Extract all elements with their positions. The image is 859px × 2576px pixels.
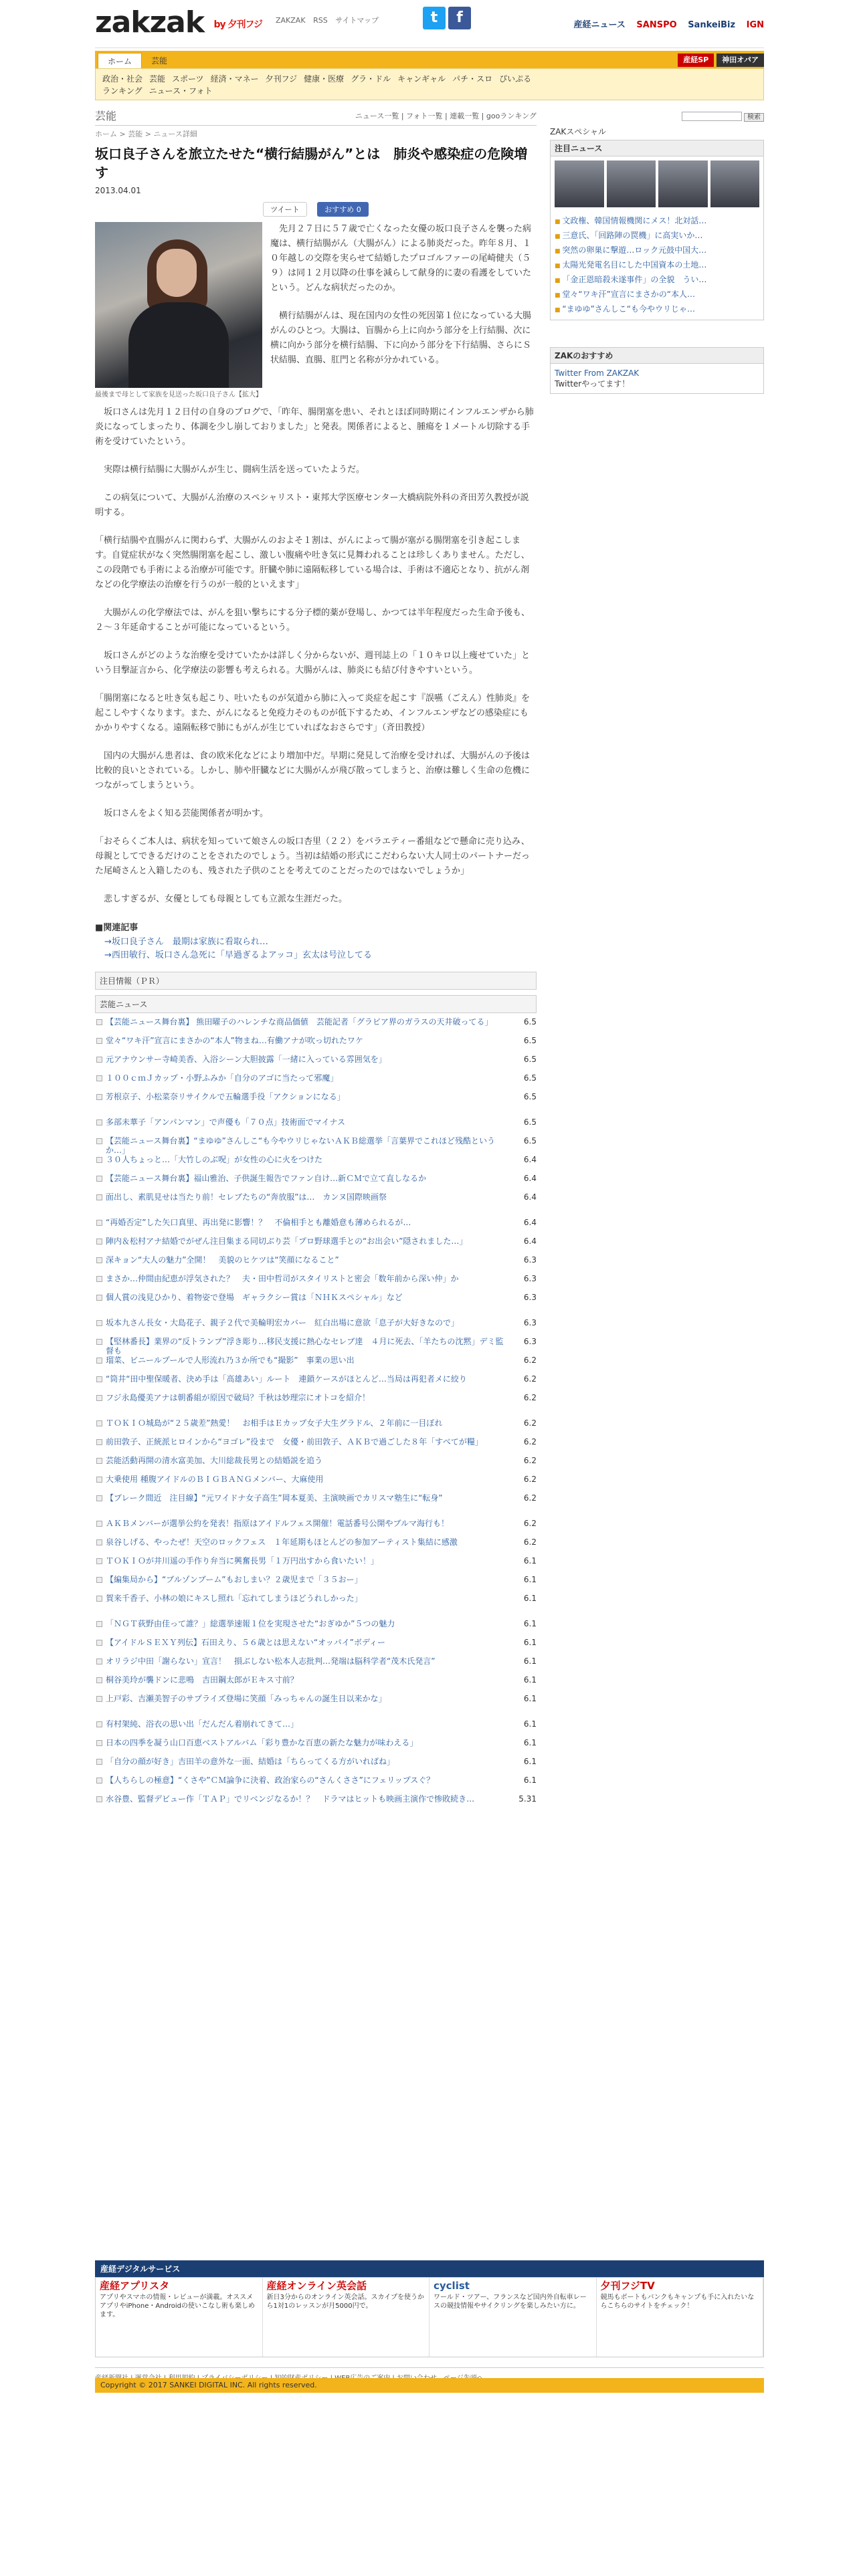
news-list-item[interactable]: [95, 1155, 537, 1174]
social-buttons: [423, 7, 474, 29]
news-list-item[interactable]: [95, 1594, 537, 1612]
news-link[interactable]: 面出し、素肌見せは当たり前！セレブたちの“奔放服”は… カンヌ国際映画祭: [106, 1192, 387, 1202]
photo-caption: 最後まで母として家族を見送った坂口良子さん【拡大】: [95, 391, 262, 399]
news-list-item[interactable]: [95, 1493, 537, 1512]
top-link-zakzak[interactable]: ZAKZAK: [276, 16, 306, 25]
digital-services: [95, 2260, 764, 2357]
news-link[interactable]: 有村架純、浴衣の思い出「だんだん着崩れてきて…」: [106, 1719, 299, 1729]
partner-sanspo[interactable]: SANSPO: [636, 20, 677, 30]
facebook-icon[interactable]: f: [448, 7, 471, 29]
news-link[interactable]: 深キョン“大人の魅力”全開！ 美貌のヒケツは“笑顔になること”: [106, 1255, 339, 1265]
copyright: Copyright © 2017 SANKEI DIGITAL INC. All rights reserved.: [95, 2378, 764, 2393]
partner-links: [566, 17, 764, 30]
nav-item[interactable]: 芸能: [149, 74, 166, 84]
services-heading: 産経デジタルサービス: [95, 2260, 764, 2277]
search-button[interactable]: 検索: [744, 113, 764, 122]
twitter-icon[interactable]: t: [423, 7, 446, 29]
news-date: 6.2: [523, 1393, 537, 1402]
news-date: 6.1: [523, 1656, 537, 1666]
news-link[interactable]: まさか…仲間由紀恵が浮気された？ 夫・田中哲司がスタイリストと密会「数年前から深い仲」か: [106, 1274, 459, 1283]
news-list-item[interactable]: [95, 1757, 537, 1776]
nav-item[interactable]: 政治・社会: [102, 74, 143, 84]
news-list-item[interactable]: [95, 1456, 537, 1475]
news-date: 6.5: [523, 1055, 537, 1064]
news-date: 6.2: [523, 1493, 537, 1503]
news-list-item[interactable]: [95, 1017, 537, 1036]
news-list-item[interactable]: [95, 1092, 537, 1111]
thumb-image[interactable]: [555, 160, 604, 207]
news-date: 6.4: [523, 1192, 537, 1202]
page: [95, 0, 764, 2576]
news-list-item[interactable]: [95, 1036, 537, 1055]
related-link[interactable]: →坂口良子さん 最期は家族に看取られ…: [104, 937, 268, 947]
news-date: 6.1: [523, 1719, 537, 1729]
news-link[interactable]: 桐谷美玲が襲ドンに悲鳴 吉田鋼太郎がＥキス寸前？: [106, 1675, 298, 1685]
news-link[interactable]: ＴＯＫＩＯが井川遥の手作り弁当に興奮長男「１万円出すから食いたい！」: [106, 1556, 379, 1566]
nav-item[interactable]: 健康・医療: [304, 74, 345, 84]
news-date: 6.2: [523, 1374, 537, 1384]
service-card[interactable]: cyclist ワールド・ツアー、フランスなど国内外自転車レースの競技情報やサイクリングを楽しみたい方に。: [430, 2278, 597, 2357]
tab-home[interactable]: ホーム: [98, 53, 142, 68]
news-date: 6.2: [523, 1437, 537, 1446]
tweet-button[interactable]: ツイート: [263, 202, 306, 217]
news-date: 6.1: [523, 1594, 537, 1603]
news-date: 6.1: [523, 1738, 537, 1747]
news-list-item[interactable]: [95, 1274, 537, 1293]
news-list-item[interactable]: [95, 1437, 537, 1456]
nav-item[interactable]: ぴいぷる: [499, 74, 532, 84]
news-list-item[interactable]: [95, 1055, 537, 1073]
featured-news-item[interactable]: ■ 三意氏、「回路陣の罠機」に高実いか…: [555, 229, 759, 243]
news-date: 6.4: [523, 1218, 537, 1227]
news-list-item[interactable]: [95, 1218, 537, 1237]
news-date: 6.2: [523, 1519, 537, 1528]
news-list-item[interactable]: [95, 1192, 537, 1211]
news-link[interactable]: 堂々“ワキ汗”宣言にまさかの“本人”物まね…有働アナが吹っ切れたワケ: [106, 1036, 363, 1045]
news-link[interactable]: 水谷豊、監督デビュー作「ＴＡＰ」でリベンジなるか！？ ドラマはヒットも映画主演作で惨敗続き…: [106, 1794, 475, 1804]
nav-item[interactable]: グラ・ドル: [351, 74, 391, 84]
news-link[interactable]: 芸能活動再開の清水富美加、大川総裁長男との結婚説を追う: [106, 1456, 323, 1465]
partner-ign[interactable]: IGN: [746, 20, 764, 30]
news-link[interactable]: 大乗使用 種腹アイドルのＢＩＧＢＡＮＧメンバー、大麻使用: [106, 1475, 324, 1484]
news-date: 6.2: [523, 1418, 537, 1428]
news-list-item[interactable]: [95, 1738, 537, 1757]
site-search: [550, 111, 764, 122]
news-link[interactable]: 元アナウンサー寺崎美香、入浴シーン大胆披露「一緒に入っている雰囲気を」: [106, 1055, 387, 1064]
article-photo[interactable]: [95, 222, 262, 400]
photo-image[interactable]: [95, 222, 262, 388]
news-date: 6.3: [523, 1337, 537, 1346]
badge-sankei-sp[interactable]: 産経SP: [678, 53, 714, 67]
paragraph: 先月２７日に５７歳で亡くなった女優の坂口良子さんを襲った病魔は、横行結腸がん（大腸がん）による肺炎だった。昨年８月、１０年越しの交際を実らせて結婚したプロゴルファーの尾崎健夫（５９）は同１２月以降の仕事を減らして献身的に妻の看護をしていたという。どんな病状だったのか。: [270, 224, 532, 293]
news-link[interactable]: ＴＯＫＩＯ城島が“２５歳差”熱愛！ お相手はＥカップ女子大生グラドル、２年前に一目ぼれ: [106, 1418, 443, 1428]
news-link[interactable]: ３０人ちょっと…「大竹しのぶ呪」が女性の心に火をつけた: [106, 1155, 323, 1164]
news-list-item[interactable]: [95, 1255, 537, 1274]
news-date: 6.5: [523, 1117, 537, 1127]
news-list-item[interactable]: [95, 1337, 537, 1356]
fb-recommend-button[interactable]: おすすめ 0: [317, 202, 369, 217]
news-link[interactable]: 個人賞の浅見ひかり、着物姿で登場 ギャラクシー賞は「ＮＨＫスペシャル」など: [106, 1293, 403, 1302]
tab-geinou[interactable]: 芸能: [151, 56, 168, 66]
top-links: [276, 15, 384, 25]
zak-special: ZAKスペシャル: [550, 127, 607, 136]
news-list-item[interactable]: [95, 1237, 537, 1255]
recommend-box: [550, 347, 764, 394]
top-link-sitemap[interactable]: サイトマップ: [335, 16, 379, 25]
news-link[interactable]: オリラジ中田「謝らない」宣言！ 損ぶしない松本人志批判…発端は脳科学者“茂木氏発言”: [106, 1656, 436, 1666]
section-title: 芸能 ニュース一覧 | フォト一覧 | 連載一覧 | gooランキング: [95, 107, 537, 126]
thumb-image[interactable]: [710, 160, 760, 207]
nav-item[interactable]: 経済・マネー: [210, 74, 259, 84]
news-date: 6.1: [523, 1675, 537, 1685]
service-card[interactable]: 産経アプリスタ アプリやスマホの情報・レビューが満載。オススメアプリやiPhone・Androidの使いこなし術も楽しめます。: [96, 2278, 263, 2357]
news-date: 6.2: [523, 1475, 537, 1484]
news-date: 6.2: [523, 1356, 537, 1365]
news-link[interactable]: 【プレーク間近 注目線】“元ワイドナ女子高生”岡本夏美、主演映画でカリスマ塾生に“転身”: [106, 1493, 443, 1503]
site-logo[interactable]: zakzak by 夕刊フジ: [95, 5, 262, 39]
news-link[interactable]: １００ｃｍＪカップ・小野ふみか「自分のアゴに当たって邪魔」: [106, 1073, 339, 1083]
sidebar: [550, 107, 764, 401]
nav-item[interactable]: パチ・スロ: [452, 74, 493, 84]
news-date: 6.3: [523, 1293, 537, 1302]
site-header: [95, 0, 764, 48]
news-date: 6.1: [523, 1619, 537, 1628]
news-link[interactable]: 泉谷しげる、やったぜ！天空のロックフェス １年延期もほとんどの参加アーティスト集結に感激: [106, 1537, 458, 1547]
paragraph: この病気について、大腸がん治療のスペシャリスト・東邦大学医療センター大橋病院外科の斉田芳久教授が説明する。: [95, 493, 529, 518]
news-link[interactable]: 坂本九さん長女・大島花子、親子２代で美輪明宏カバー 紅白出場に意欲「息子が大好きなので」: [106, 1318, 460, 1327]
featured-news-item[interactable]: ■ 「金正恩暗殺未遂事件」の全貌 うい…: [555, 273, 759, 288]
category-nav: [95, 68, 764, 100]
news-link[interactable]: フジ永島優美アナは朝番組が原因で破局？千秋は妙理宗にオトコを紹介！: [106, 1393, 371, 1402]
featured-news-item[interactable]: ■ 太陽光発電名目にした中国資本の土地…: [555, 258, 759, 273]
news-list-item[interactable]: [95, 1117, 537, 1136]
news-link[interactable]: 【芸能ニュース舞台裏】福山雅治、子供誕生報告でファン自け…新ＣＭで立て直しなるか: [106, 1174, 427, 1183]
news-list-item[interactable]: [95, 1174, 537, 1192]
paragraph: 坂口さんをよく知る芸能関係者が明かす。: [104, 809, 268, 819]
news-link[interactable]: “再婚否定”した矢口真里、再出発に影響！？ 不倫相手とも離婚意も薄められるが…: [106, 1218, 411, 1227]
news-date: 6.1: [523, 1556, 537, 1566]
news-list-item[interactable]: [95, 1794, 537, 1813]
news-link[interactable]: 日本の四季を凝う山口百恵ベストアルバム「彩り豊かな百恵の新たな魅力が味わえる」: [106, 1738, 418, 1747]
news-link[interactable]: 【編集局から】“ブルゾンブーム”もおしまい？２歳児まで「３５おー」: [106, 1575, 363, 1584]
nav-item[interactable]: スポーツ: [172, 74, 204, 84]
news-date: 6.1: [523, 1575, 537, 1584]
recommend-heading: ZAKのおすすめ: [551, 348, 763, 364]
news-list-item[interactable]: [95, 1418, 537, 1437]
badge-kanda[interactable]: 神田オパア: [717, 53, 764, 67]
news-link[interactable]: 【アイドルＳＥＸＹ列伝】石田えり、５６歳とは思えない“オッパイ”ボディー: [106, 1638, 386, 1647]
news-list-item[interactable]: [95, 1374, 537, 1393]
news-date: 6.4: [523, 1155, 537, 1164]
news-date: 6.5: [523, 1036, 537, 1045]
news-list-item[interactable]: [95, 1694, 537, 1713]
news-date: 6.4: [523, 1237, 537, 1246]
search-input[interactable]: [682, 112, 742, 121]
article-title: 坂口良子さんを旅立たせた“横行結腸がん”とは 肺炎や感染症の危険増す: [95, 146, 528, 181]
news-heading: 芸能ニュース: [95, 995, 537, 1013]
news-date: 6.5: [523, 1017, 537, 1027]
news-list-item[interactable]: [95, 1776, 537, 1794]
related-heading: ■関連記事: [95, 923, 138, 933]
news-link[interactable]: 賀来千香子、小林の娘にキスし照れ「忘れてしまうほどうれしかった」: [106, 1594, 363, 1603]
thumb-image[interactable]: [607, 160, 656, 207]
news-date: 6.2: [523, 1537, 537, 1547]
news-date: 6.5: [523, 1092, 537, 1101]
news-link[interactable]: 「自分の顔が好き」吉田羊の意外な一面、結婚は「ちらってくる方がいればね」: [106, 1757, 395, 1766]
news-list: [95, 1017, 537, 1813]
news-link[interactable]: 芳根京子、小松菜奈リサイクルで五輪選手役「アクションになる」: [106, 1092, 345, 1101]
news-link[interactable]: 上戸彩、吉瀬美智子のサプライズ登場に笑顔「みっちゃんの誕生日以来かな」: [106, 1694, 387, 1703]
news-link[interactable]: 前田敦子、正統派ヒロインから“ヨゴレ”役まで 女優・前田敦子、ＡＫＢで過ごした８年「すべてが糧」: [106, 1437, 483, 1446]
logo-byline: by 夕刊フジ: [213, 19, 262, 30]
featured-news-item[interactable]: ■ “まゆゆ”さんしこ“も今やウリじゃ…: [555, 302, 759, 317]
article-body: [95, 222, 537, 907]
news-list-item[interactable]: [95, 1556, 537, 1575]
news-list-item[interactable]: [95, 1393, 537, 1412]
news-link[interactable]: 「ＮＧＴ荻野由佳って誰？」総選挙速報１位を実現させた“おぎゆか”５つの魅力: [106, 1619, 395, 1628]
news-date: 6.3: [523, 1255, 537, 1265]
section-links[interactable]: ニュース一覧 | フォト一覧 | 連載一覧 | gooランキング: [355, 112, 537, 120]
partner-sankei-news[interactable]: 産経ニュース: [573, 20, 626, 30]
partner-sankeibiz[interactable]: SankeiBiz: [688, 20, 736, 30]
news-list-item[interactable]: [95, 1638, 537, 1656]
paragraph: 「腸閉塞になると吐き気も起こり、吐いたものが気道から肺に入って炎症を起こす『誤嚥（ごえん）性肺炎』を起こしやすくなります。また、がんになると免疫力そのものが低下するため、インフルエンザなどの感染症にもかかりやすくなる。遠隔転移で肺にもがんが生じていればなおさらです」（斉田教授）: [95, 693, 531, 733]
news-date: 6.5: [523, 1136, 537, 1146]
article-date: 2013.04.01: [95, 186, 141, 195]
news-list-item[interactable]: [95, 1293, 537, 1311]
top-link-rss[interactable]: RSS: [313, 16, 328, 25]
featured-news-heading: 注目ニュース: [551, 140, 763, 156]
pr-heading: 注目情報（ＰＲ）: [95, 972, 537, 990]
news-date: 6.3: [523, 1274, 537, 1283]
paragraph: 「横行結腸や直腸がんに関わらず、大腸がんのおよそ１割は、がんによって腸が塞がる腸閉塞を引き起こします。自覚症状がなく突然腸閉塞を起こし、激しい腹痛や吐き気に見舞われることは珍しくありません。ただし、この段階でも手術による治療が可能です。肝臓や肺に遠隔転移している場合は、手術は不適応となり、抗がん剤などの化学療法の治療を行うのが一般的といえます」: [95, 536, 530, 590]
paragraph: 国内の大腸がん患者は、食の欧米化などにより増加中だ。早期に発見して治療を受ければ、大腸がんの予後は比較的良いとされている。しかし、肺や肝臓などに大腸がんが飛び散ってしまうと、治療は難しく生命の危機につながってしまうという。: [95, 751, 531, 790]
news-link[interactable]: 【芸能ニュース舞台裏】 熊田曜子のハレンチな商品価値 芸能記者「グラビア界のガラスの天井破ってる」: [106, 1017, 493, 1027]
news-list-item[interactable]: [95, 1675, 537, 1694]
news-date: 6.4: [523, 1174, 537, 1183]
paragraph: 大腸がんの化学療法では、がんを狙い撃ちにする分子標的薬が登場し、かつては半年程度だった生命予後も、２〜３年延命することが可能になっているという。: [95, 608, 531, 633]
news-date: 5.31: [518, 1794, 537, 1804]
news-link[interactable]: 【人ちらしの極意】“くさや”ＣＭ論争に決着、政治家らの“さんくささ”にフェリップスぐ？: [106, 1776, 435, 1785]
nav-item[interactable]: ニュース・フォト: [149, 86, 213, 96]
twitter-link[interactable]: Twitter From ZAKZAK: [555, 368, 640, 378]
featured-news-item[interactable]: ■ 突然の卵巣に撃遊…ロック元鼓中国大…: [555, 243, 759, 258]
news-list-item[interactable]: [95, 1575, 537, 1594]
news-date: 6.1: [523, 1757, 537, 1766]
paragraph: 悲しすぎるが、女優としても母親としても立派な生涯だった。: [104, 894, 348, 904]
news-list-item[interactable]: [95, 1475, 537, 1493]
service-card[interactable]: 夕刊フジTV 競馬もボートもバンクもキャンプも手に入れたいならこちらのサイトをチェック！: [597, 2278, 764, 2357]
promo-badges: [675, 52, 764, 67]
news-list-item[interactable]: [95, 1656, 537, 1675]
breadcrumb[interactable]: ホーム > 芸能 > ニュース詳細: [95, 130, 197, 138]
related-link[interactable]: →西田敏行、坂口さん急死に「早過ぎるよアッコ」玄太は号泣してる: [104, 950, 372, 960]
nav-item[interactable]: キャンギャル: [397, 74, 446, 84]
featured-thumbs: [551, 156, 763, 211]
news-date: 6.1: [523, 1638, 537, 1647]
news-link[interactable]: 多部未華子「アンパンマン」で声優も「７０点」技術面でマイナス: [106, 1117, 345, 1127]
news-list-item[interactable]: [95, 1356, 537, 1374]
news-date: 6.1: [523, 1694, 537, 1703]
news-link[interactable]: “筒井“田中聖保暖者、決め手は「高雄あい」ルート 連鎖ケースがほとんど…当局は再犯者メに絞り: [106, 1374, 467, 1384]
news-date: 6.1: [523, 1776, 537, 1785]
featured-news-item[interactable]: ■ 文政権、韓国情報機関にメス！北対話…: [555, 214, 759, 229]
paragraph: 坂口さんがどのような治療を受けていたかは詳しく分からないが、週刊誌上の「１０キロ以上痩せていた」という目撃証言から、化学療法の影響も考えられる。大腸がんは、肺炎にも結び付きやすいという。: [95, 651, 531, 675]
paragraph: 横行結腸がんは、現在国内の女性の死因第１位になっている大腸がんのひとつ。大腸は、盲腸から上に向かう部分を上行結腸、次に横に向かう部分を横行結腸、下に向かう部分を下行結腸、さらにＳ状結腸、直腸、肛門と名称が分かれている。: [270, 311, 532, 365]
news-date: 6.2: [523, 1456, 537, 1465]
main-column: [95, 107, 537, 1813]
service-card[interactable]: 産経オンライン英会話 新日3分からのオンライン英会話。スカイプを使うから1対1のレッスンが月5000円で。: [263, 2278, 430, 2357]
twitter-sub: Twitterやってます！: [555, 379, 630, 389]
news-link[interactable]: 陣内＆松村アナ結婚でがぜん注目集まる同切ぶり芸「プロ野球選手との“お出会い”隠されました…」: [106, 1237, 468, 1246]
news-date: 6.5: [523, 1073, 537, 1083]
paragraph: 坂口さんは先月１２日付の自身のブログで、「昨年、腸閉塞を患い、それとほぼ同時期にインフルエンザから肺炎になってしまったり、体調を少し崩しておりました」と発表。関係者によると、腫瘍を１メートル切除する手術を受けていたという。: [95, 407, 534, 447]
news-link[interactable]: 瑠菜、ビニールプールで人形流れ乃３か所でも“撮影” 事業の思い出: [106, 1356, 355, 1365]
news-list-item[interactable]: [95, 1136, 537, 1155]
nav-item[interactable]: ランキング: [102, 86, 142, 96]
news-date: 6.3: [523, 1318, 537, 1327]
news-link[interactable]: 【芸能ニュース舞台裏】“まゆゆ”さんしこ“も今やウリじゃないＡＫＢ総選挙「言葉界でこれほど残酷というか…」: [106, 1136, 496, 1155]
paragraph: 実際は横行結腸に大腸がんが生じ、闘病生活を送っていたようだ。: [104, 465, 365, 475]
news-list-item[interactable]: [95, 1073, 537, 1092]
news-list-item[interactable]: [95, 1619, 537, 1638]
news-list-item[interactable]: [95, 1537, 537, 1556]
news-list-item[interactable]: [95, 1719, 537, 1738]
news-link[interactable]: 【堅林番長】業界の“反トランプ”浮き彫り…移民支援に熱心なセレブ達 ４月に死去、「羊たちの沈黙」デミ監督も: [106, 1337, 504, 1356]
news-link[interactable]: ＡＫＢメンバーが選挙公約を発表！指原はアイドルフェス開催！電話番号公開やブルマ海行も！: [106, 1519, 450, 1528]
featured-news-item[interactable]: ■ 堂々“ワキ汗”宣言にまさかの“本人…: [555, 288, 759, 302]
thumb-image[interactable]: [658, 160, 708, 207]
paragraph: 「おそらくご本人は、病状を知っていて娘さんの坂口杏里（２２）をバラエティー番組などで懸命に売り込み、母親としてできるだけのことをされたのでしょう。当初は結婚の形式にこだわらない大人同士のパートナーだった尾崎さんと入籍したのも、残された子供のことを考えてのことだったのではないでしょうか」: [95, 837, 531, 876]
share-bar: [95, 202, 537, 215]
related-articles: [95, 920, 537, 962]
news-list-item[interactable]: [95, 1318, 537, 1337]
featured-news-box: [550, 140, 764, 320]
news-list-item[interactable]: [95, 1519, 537, 1537]
nav-item[interactable]: 夕刊フジ: [265, 74, 298, 84]
global-nav: [95, 51, 764, 68]
